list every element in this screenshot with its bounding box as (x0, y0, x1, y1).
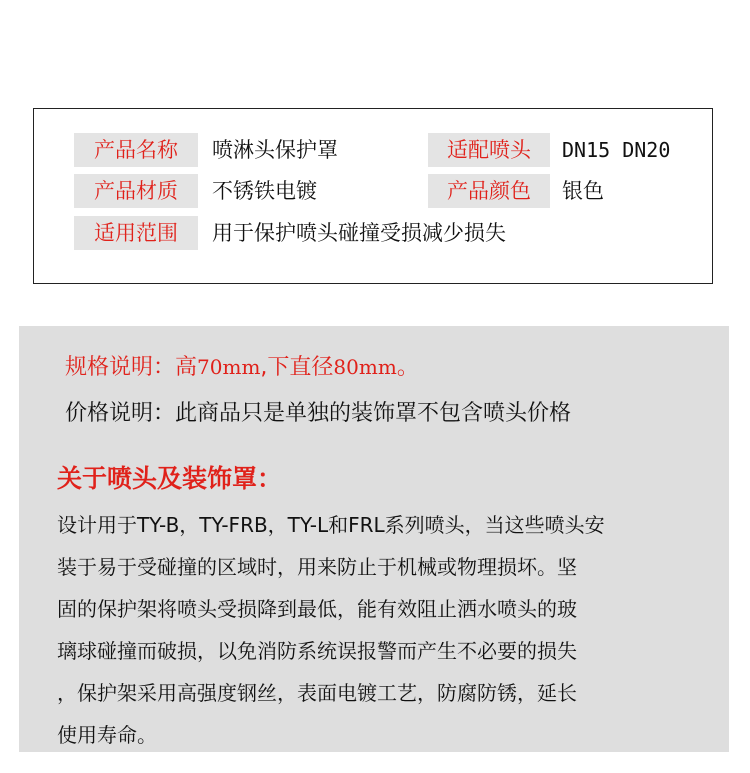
value-product-name: 喷淋头保护罩 (212, 138, 338, 162)
value-color: 银色 (562, 179, 604, 203)
about-paragraph (57, 504, 697, 756)
spec-note-diameter: 80mm (333, 355, 397, 379)
spec-table (33, 108, 713, 284)
value-compatible-head: DN15 DN20 (562, 138, 671, 162)
spec-row-name (74, 133, 670, 167)
spec-row-material (74, 174, 604, 208)
spec-row-usage (74, 216, 506, 250)
spec-note (65, 350, 419, 381)
about-title: 关于喷头及装饰罩： (57, 464, 283, 493)
label-color: 产品颜色 (428, 174, 550, 208)
spec-note-height: 70mm (197, 355, 261, 379)
label-material: 产品材质 (74, 174, 198, 208)
about-line: 使用寿命。 (57, 723, 157, 747)
about-line: 设计用于TY-B，TY-FRB，TY-L和FRL系列喷头，当这些喷头安 (57, 513, 605, 537)
value-usage: 用于保护喷头碰撞受损减少损失 (212, 221, 506, 245)
about-line: ，保护架采用高强度钢丝，表面电镀工艺，防腐防锈，延长 (57, 681, 577, 705)
label-product-name: 产品名称 (74, 133, 198, 167)
value-material: 不锈铁电镀 (212, 179, 317, 203)
spec-note-end: 。 (396, 355, 419, 380)
description-panel (19, 326, 729, 752)
about-line: 装于易于受碰撞的区域时，用来防止于机械或物理损坏。坚 (57, 555, 577, 579)
about-line: 璃球碰撞而破损，以免消防系统误报警而产生不必要的损失 (57, 639, 577, 663)
about-line: 固的保护架将喷头受损降到最低，能有效阻止洒水喷头的玻 (57, 597, 577, 621)
price-note: 价格说明：此商品只是单独的装饰罩不包含喷头价格 (65, 401, 572, 426)
spec-note-prefix: 规格说明： (65, 355, 176, 380)
label-usage: 适用范围 (74, 216, 198, 250)
label-compatible-head: 适配喷头 (428, 133, 550, 167)
spec-note-text-a: 高 (175, 355, 198, 380)
spec-note-text-b: ,下直径 (260, 355, 334, 380)
